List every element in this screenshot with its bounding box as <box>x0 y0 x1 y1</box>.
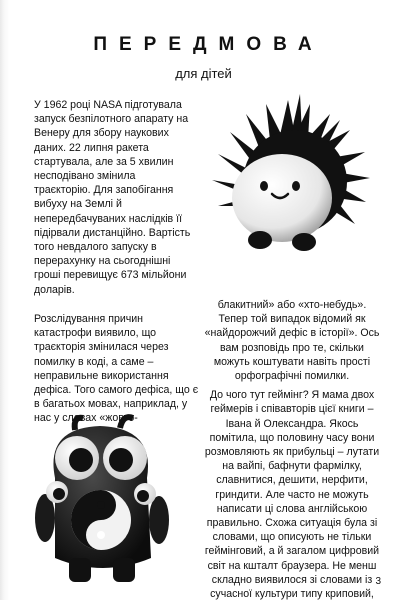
text-column-left-top <box>34 98 194 297</box>
hedgehog-illustration <box>200 90 375 260</box>
paragraph-nasa: У 1962 році NASA підготувала запуск безпілотного апарату на Венеру для збору наукових даних. 22 липня ракета стартувала, але за 5 хвилин несподівано змінила траєкторію. Для запобігання вибуху на Землі й непередбачуваних наслідків її підірвали дистанційно. Вартість того невдалого запуску в перерахунку на сьогоднішні гроші перевищує 673 мільйони доларів. <box>34 99 191 296</box>
paragraph-investigation: Розслідування причин катастрофи виявило, що траєкторія змінилася через помилку в коді, а саме – неправильне використання дефіса. Того самого дефіса, що є в багатьох мовах, наприклад, у нас у словах «жовто- <box>34 313 199 425</box>
paragraph-gaming: До чого тут геймінг? Я мама двох геймерів і співавторів цієї книги – Івана й Олександра. Якось помітила, що половину часу вони розмовляють як прибульці – лутати на вайпі, бафнути фармілку, славнитися, дешити, нерфити, гриндити. Але часто не можуть написати ці слова англійською правильно. Схожа ситуація була зі словами, що описують не тільки геймінговий, а й загалом цифровий світ на кшталт браузера. Не менш складно виявилося зі словами із сучасної культури типу криповий, <box>204 389 380 600</box>
monster-illustration <box>25 408 180 588</box>
page-number: 3 <box>375 576 381 587</box>
text-column-right <box>202 298 382 600</box>
page-subtitle: для дітей <box>175 66 232 81</box>
paragraph-hyphen: блакитний» або «хто-небудь». Тепер той випадок відомий як «найдорожчий дефіс в історії». Ось вам розповідь про те, скільки можуть коштувати навіть прості орфографічні помилки. <box>204 299 380 383</box>
page-title: ПЕРЕДМОВА <box>93 34 324 55</box>
